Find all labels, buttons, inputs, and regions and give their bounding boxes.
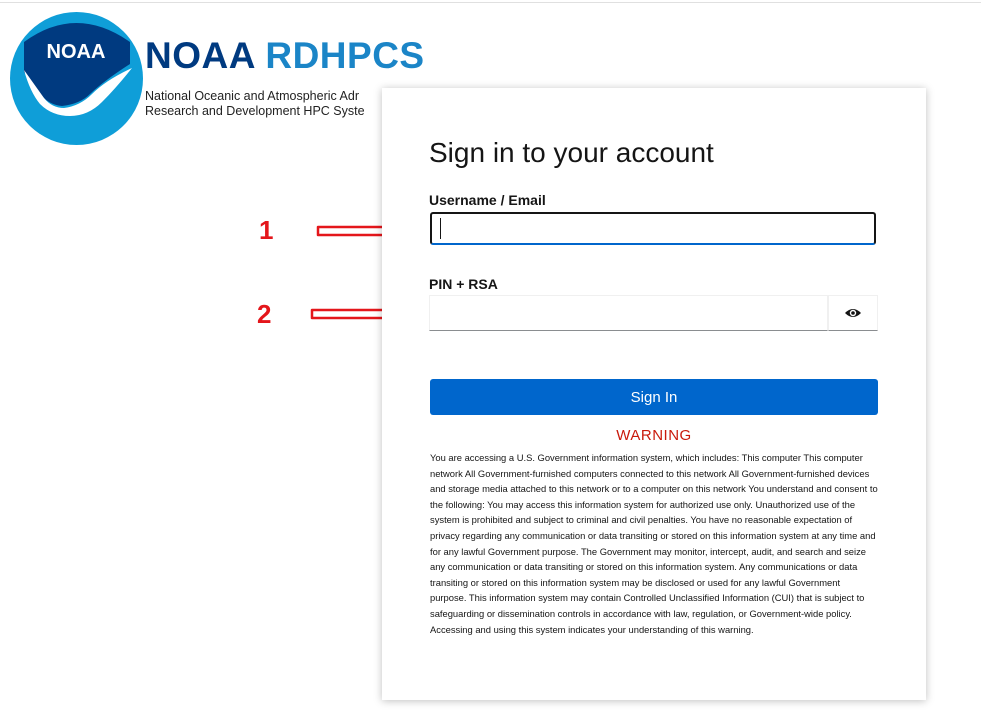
- brand-subtitle-line1: National Oceanic and Atmospheric Adr: [145, 89, 360, 103]
- warning-title: WARNING: [616, 427, 692, 444]
- username-label: Username / Email: [429, 192, 546, 208]
- brand-title-noaa: NOAA: [145, 35, 255, 76]
- username-input[interactable]: [430, 212, 876, 245]
- warning-text: You are accessing a U.S. Government information system, which includes: This computer This computer network All Government-furnished computers connected to this network All Government-furnished devices and storage media attached to this network or to a computer on this network You understand and consent to the following: You may access this information system for authorized use only. Unauthorized use of the system is prohibited and subject to criminal and civil penalties. You have no reasonable expectation of privacy regarding any communication or data transiting or stored on this information system at any time and for any lawful Government purpose. The Government may monitor, intercept, audit, and search and seize any communication or data transiting or stored on this information system. Any communications or data transiting or stored on this information system may be disclosed or used for any lawful Government purpose. This information system may contain Controlled Unclassified Information (CUI) that is subject to safeguarding or dissemination controls in accordance with law, regulation, or Government-wide policy. Accessing and using this system indicates your understanding of this warning.: [430, 452, 878, 635]
- pin-input[interactable]: [429, 295, 828, 331]
- brand-title-rdhpcs: RDHPCS: [265, 35, 425, 76]
- sign-in-button[interactable]: Sign In: [430, 379, 878, 415]
- text-cursor: [440, 218, 441, 239]
- annotation-marker-2: 2: [257, 299, 272, 329]
- logo-text: NOAA: [46, 41, 106, 63]
- login-title: Sign in to your account: [429, 137, 714, 168]
- noaa-logo: [10, 12, 143, 145]
- brand-title: [145, 34, 425, 78]
- eye-icon: [844, 307, 862, 319]
- pin-label: PIN + RSA: [429, 276, 498, 292]
- brand-subtitle-line2: Research and Development HPC Syste: [145, 104, 365, 118]
- login-card: [382, 88, 926, 700]
- top-border: [0, 2, 981, 3]
- show-password-button[interactable]: [828, 295, 878, 331]
- annotation-marker-1: 1: [259, 215, 274, 245]
- brand-subtitle: [145, 89, 365, 119]
